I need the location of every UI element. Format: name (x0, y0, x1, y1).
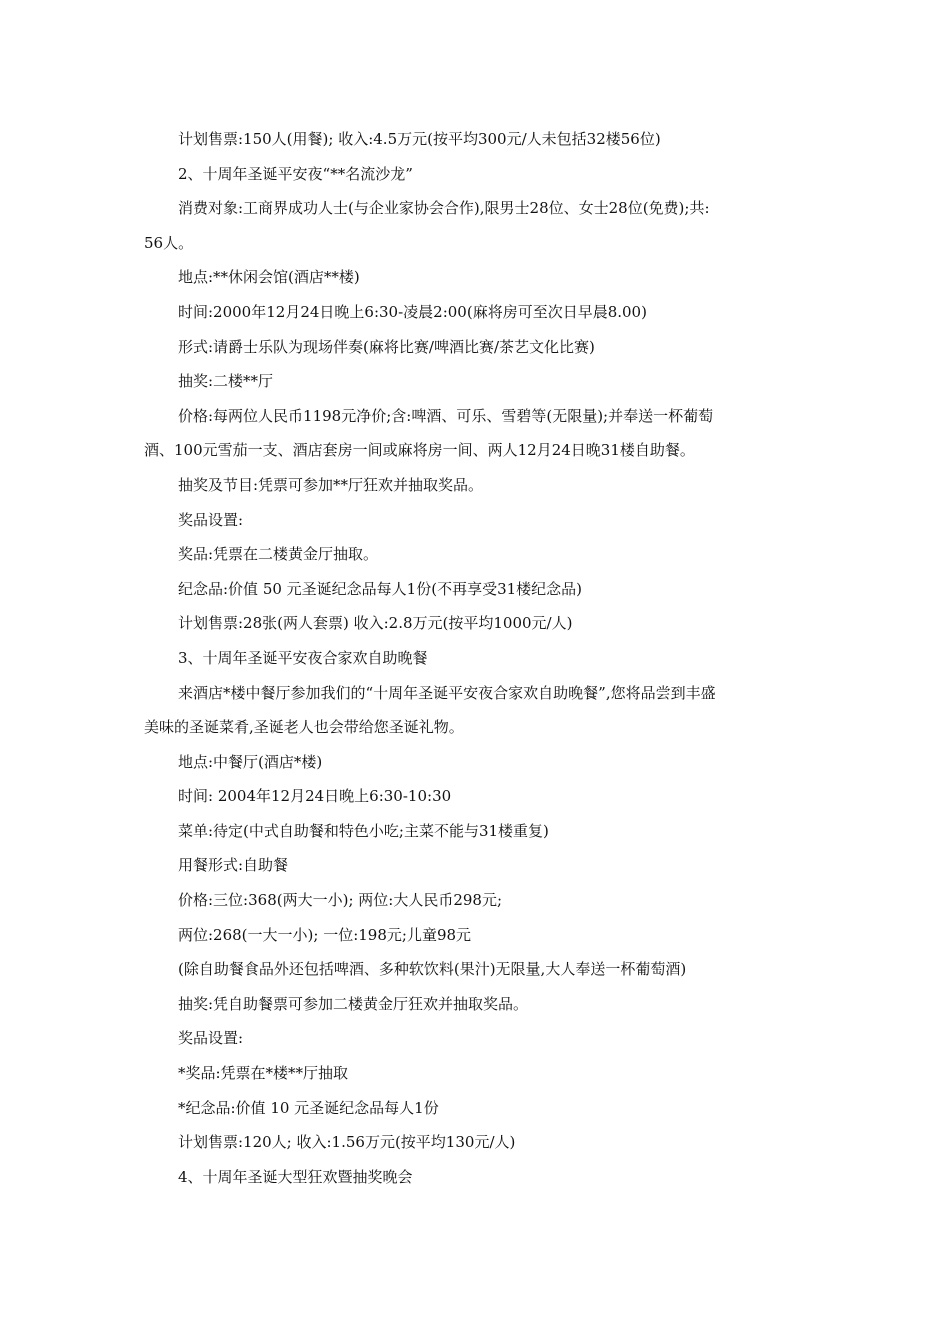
paragraph-line: 计划售票:150人(用餐); 收入:4.5万元(按平均300元/人未包括32楼56位) (178, 130, 661, 148)
paragraph-line: 奖品设置: (178, 1029, 244, 1048)
paragraph-line: 4、十周年圣诞大型狂欢暨抽奖晚会 (178, 1167, 413, 1186)
document-body (144, 122, 808, 1194)
paragraph-line: 消费对象:工商界成功人士(与企业家协会合作),限男士28位、女士28位(免费);共: (178, 199, 710, 218)
paragraph-line: 形式:请爵士乐队为现场伴奏(麻将比赛/啤酒比赛/茶艺文化比赛) (178, 337, 595, 356)
paragraph-line: 时间: 2004年12月24日晚上6:30-10:30 (178, 787, 452, 806)
paragraph-line: *纪念品:价值 10 元圣诞纪念品每人1份 (178, 1098, 439, 1117)
paragraph-continuation-line: 酒、100元雪茄一支、酒店套房一间或麻将房一间、两人12月24日晚31楼自助餐。 (144, 441, 695, 460)
paragraph-line: 奖品:凭票在二楼黄金厅抽取。 (178, 545, 379, 564)
paragraph-line: 两位:268(一大一小); 一位:198元;儿童98元 (178, 925, 472, 944)
paragraph-line: 时间:2000年12月24日晚上6:30-凌晨2:00(麻将房可至次日早晨8.00) (178, 302, 647, 321)
paragraph-line: 地点:**休闲会馆(酒店**楼) (178, 268, 360, 287)
paragraph-line: 2、十周年圣诞平安夜“**名流沙龙” (178, 164, 413, 183)
paragraph-line: 价格:每两位人民币1198元净价;含:啤酒、可乐、雪碧等(无限量);并奉送一杯葡萄 (178, 406, 714, 425)
paragraph-line: 计划售票:28张(两人套票) 收入:2.8万元(按平均1000元/人) (178, 614, 573, 633)
paragraph-continuation-line: 56人。 (144, 233, 194, 252)
paragraph-line: 3、十周年圣诞平安夜合家欢自助晚餐 (178, 648, 428, 667)
paragraph-line: 地点:中餐厅(酒店*楼) (178, 752, 323, 771)
paragraph-line: 用餐形式:自助餐 (178, 856, 289, 875)
paragraph-line: 来酒店*楼中餐厅参加我们的“十周年圣诞平安夜合家欢自助晚餐”,您将品尝到丰盛 (178, 683, 716, 702)
paragraph-line: (除自助餐食品外还包括啤酒、多种软饮料(果汁)无限量,大人奉送一杯葡萄酒) (178, 960, 687, 979)
paragraph-line: 抽奖:二楼**厅 (178, 372, 274, 391)
paragraph-continuation-line: 美味的圣诞菜肴,圣诞老人也会带给您圣诞礼物。 (144, 718, 464, 737)
paragraph-line: 菜单:待定(中式自助餐和特色小吃;主菜不能与31楼重复) (178, 821, 549, 840)
paragraph-line: 奖品设置: (178, 510, 244, 529)
paragraph-line: *奖品:凭票在*楼**厅抽取 (178, 1064, 349, 1083)
paragraph-line: 抽奖及节目:凭票可参加**厅狂欢并抽取奖品。 (178, 475, 484, 494)
paragraph-line: 纪念品:价值 50 元圣诞纪念品每人1份(不再享受31楼纪念品) (178, 579, 583, 598)
paragraph-line: 抽奖:凭自助餐票可参加二楼黄金厅狂欢并抽取奖品。 (178, 994, 529, 1013)
paragraph-line: 价格:三位:368(两大一小); 两位:大人民币298元; (178, 891, 503, 910)
paragraph-line: 计划售票:120人; 收入:1.56万元(按平均130元/人) (178, 1133, 516, 1152)
